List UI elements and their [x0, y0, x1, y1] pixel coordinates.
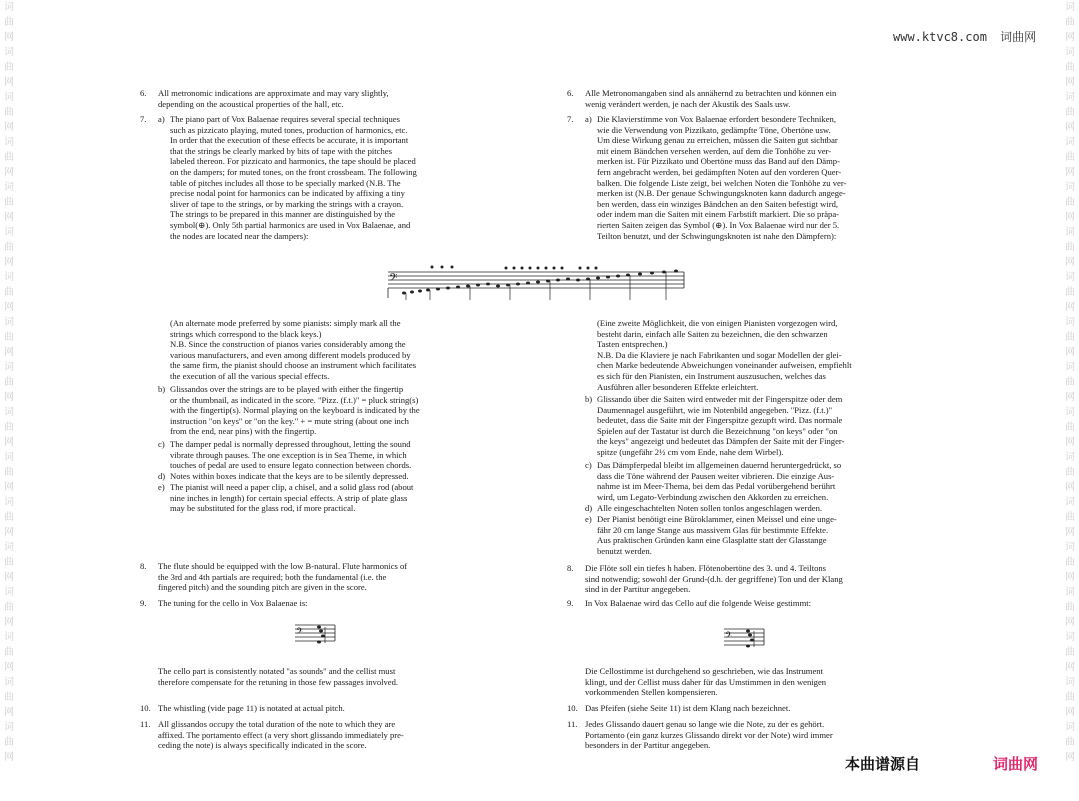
paragraph-text	[597, 503, 951, 514]
watermark-glyph: 曲	[1065, 287, 1075, 298]
text-line: the same firm, the pianist should choose an instrument which facilitates	[170, 360, 417, 371]
watermark-glyph: 曲	[4, 197, 14, 208]
site-url[interactable]	[893, 28, 1036, 45]
watermark-glyph: 网	[4, 482, 14, 493]
watermark-glyph: 词	[1065, 452, 1075, 463]
brand-logo[interactable]: 词曲网	[993, 755, 1039, 773]
text-line: Tasten entsprechen.)	[597, 339, 668, 350]
watermark-column-left	[1, 0, 17, 801]
watermark-glyph: 词	[1065, 677, 1075, 688]
text-line: (Eine zweite Möglichkeit, die von einigen Pianisten vorgezogen wird,	[597, 318, 838, 328]
text-line: fingered pitch) and the sounding pitch are given in the score.	[158, 582, 367, 593]
text-line: Glissando über die Saiten wird entweder mit der Fingerspitze oder dem	[597, 394, 843, 404]
text-line: Spielen auf der Tastatur ist durch die Bezeichnung "on keys" oder "on	[597, 425, 838, 436]
watermark-glyph: 网	[1065, 707, 1075, 718]
text-line: with the fingertip(s). Normal playing on the keyboard is indicated by the	[170, 405, 420, 416]
de-note-8	[567, 563, 951, 595]
note-number: 11.	[567, 719, 578, 729]
watermark-glyph: 词	[1065, 497, 1075, 508]
en-note-7c	[140, 439, 522, 471]
note-number: 7.	[567, 114, 574, 124]
watermark-glyph: 网	[4, 527, 14, 538]
text-line: Portamento (ein ganz kurzes Glissando direkt vor der Note) wird immer	[585, 729, 833, 740]
paragraph-text	[597, 394, 951, 458]
watermark-glyph: 曲	[1065, 602, 1075, 613]
text-line: nine inches in length) for certain special effects. A strip of plate glass	[170, 492, 408, 503]
watermark-glyph: 网	[4, 392, 14, 403]
piano-pitch-table-staff	[384, 258, 689, 304]
text-line: N.B. Da die Klaviere je nach Fabrikanten und sogar Modellen der glei-	[597, 349, 842, 360]
text-line: strings which correspond to the black keys.)	[170, 328, 322, 339]
watermark-glyph: 词	[1065, 542, 1075, 553]
watermark-glyph: 曲	[4, 647, 14, 658]
site-brand-text: 词曲网	[1000, 30, 1037, 44]
text-line: the keys" angezeigt und bedeutet das Dämpfen der Saite mit der Finger-	[597, 436, 845, 447]
text-line: The whistling (vide page 11) is notated at actual pitch.	[158, 703, 345, 713]
watermark-glyph: 曲	[1065, 152, 1075, 163]
watermark-glyph: 曲	[1065, 647, 1075, 658]
watermark-glyph: 网	[1065, 617, 1075, 628]
watermark-glyph: 词	[1065, 587, 1075, 598]
watermark-glyph: 网	[4, 257, 14, 268]
text-line: ceding the note) is always specifically indicated in the score.	[158, 740, 367, 751]
watermark-glyph: 曲	[1065, 467, 1075, 478]
text-line: vorkommenden Stellen kompensieren.	[585, 687, 718, 698]
watermark-glyph: 曲	[1065, 737, 1075, 748]
svg-text:𝄢: 𝄢	[389, 272, 398, 287]
note-number: 10.	[140, 703, 151, 713]
watermark-glyph: 词	[1065, 2, 1075, 13]
text-line: The flute should be equipped with the low B-natural. Flute harmonics of	[158, 561, 408, 571]
watermark-glyph: 曲	[1065, 377, 1075, 388]
en-note-7e	[140, 482, 522, 514]
note-letter: c)	[585, 460, 592, 470]
text-line: klingt, und der Cellist muss daher für das Umstimmen in den wenigen	[585, 676, 827, 687]
text-line: depending on the acoustical properties of the hall, etc.	[158, 98, 344, 109]
paragraph-text	[158, 561, 522, 593]
watermark-glyph: 网	[1065, 347, 1075, 358]
watermark-glyph: 网	[1065, 572, 1075, 583]
paragraph-text	[170, 482, 522, 514]
en-note-7b	[140, 384, 522, 437]
watermark-glyph: 词	[1065, 47, 1075, 58]
watermark-glyph: 词	[4, 272, 14, 283]
svg-text:𝄢: 𝄢	[296, 626, 304, 639]
text-line: The cello part is consistently notated "as sounds" and the cellist must	[158, 666, 396, 676]
watermark-glyph: 曲	[4, 17, 14, 28]
text-line: may be substituted for the glass rod, if more practical.	[170, 503, 356, 514]
watermark-glyph: 网	[1065, 212, 1075, 223]
watermark-glyph: 词	[4, 407, 14, 418]
text-line: instruction "on keys" or "on the key." + = mute string (about one inch	[170, 415, 409, 426]
note-number: 7.	[140, 114, 147, 124]
note-number: 8.	[140, 561, 147, 571]
text-line: merken ist (N.B. Der genaue Schwingungsknoten kann dadurch angege-	[597, 188, 846, 199]
watermark-glyph: 词	[4, 452, 14, 463]
watermark-glyph: 网	[1065, 752, 1075, 763]
watermark-glyph: 词	[1065, 632, 1075, 643]
text-line: Das Pfeifen (siehe Seite 11) ist dem Klang nach bezeichnet.	[585, 703, 791, 713]
watermark-glyph: 曲	[1065, 107, 1075, 118]
text-line: oder indem man die Saiten mit einem Farbstift markiert. Die so präpa-	[597, 209, 839, 220]
note-number: 9.	[140, 598, 147, 608]
paragraph-text	[170, 114, 522, 241]
text-line: All metronomic indications are approximate and may vary slightly,	[158, 88, 389, 98]
cello-tuning-staff-en	[293, 619, 337, 647]
watermark-glyph: 网	[4, 32, 14, 43]
text-line: nahme ist im Meer-Thema, bei dem das Pedal vorübergehend berührt	[597, 481, 836, 492]
watermark-glyph: 曲	[1065, 692, 1075, 703]
de-note-11	[567, 719, 951, 751]
watermark-glyph: 网	[1065, 77, 1075, 88]
text-line: bedeutet, dass die Saite mit der Fingerspitze gezupft wird. Das normale	[597, 415, 843, 426]
watermark-glyph: 网	[1065, 167, 1075, 178]
watermark-glyph: 网	[1065, 437, 1075, 448]
note-number: 6.	[567, 88, 574, 98]
cello-tuning-staff-de	[722, 623, 766, 651]
watermark-glyph: 网	[4, 662, 14, 673]
watermark-glyph: 词	[1065, 722, 1075, 733]
watermark-glyph: 曲	[4, 107, 14, 118]
text-line: mit einem Bändchen versehen werden, auf dem die Tonhöhe zu ver-	[597, 145, 832, 156]
watermark-glyph: 词	[4, 2, 14, 13]
watermark-glyph: 曲	[1065, 62, 1075, 73]
watermark-glyph: 词	[4, 47, 14, 58]
watermark-column-right	[1062, 0, 1078, 801]
watermark-glyph: 词	[1065, 227, 1075, 238]
de-note-7e	[567, 514, 951, 556]
watermark-glyph: 词	[1065, 407, 1075, 418]
text-line: The piano part of Vox Balaenae requires several special techniques	[170, 114, 400, 124]
text-line: touches of pedal are used to ensure legato connection between chords.	[170, 460, 412, 471]
watermark-glyph: 曲	[1065, 422, 1075, 433]
watermark-glyph: 网	[4, 437, 14, 448]
paragraph-text	[170, 471, 522, 482]
watermark-glyph: 网	[4, 122, 14, 133]
de-note-7d	[567, 503, 951, 514]
text-line: In Vox Balaenae wird das Cello auf die folgende Weise gestimmt:	[585, 598, 812, 608]
watermark-glyph: 曲	[4, 422, 14, 433]
watermark-glyph: 网	[4, 167, 14, 178]
note-letter: d)	[585, 503, 593, 513]
watermark-glyph: 词	[4, 542, 14, 553]
note-letter: c)	[158, 439, 165, 449]
de-note-7c	[567, 460, 951, 502]
watermark-glyph: 曲	[4, 242, 14, 253]
watermark-glyph: 词	[4, 92, 14, 103]
watermark-glyph: 词	[4, 497, 14, 508]
text-line: ben werden, dass ein winziges Bändchen an den Saiten befestigt wird,	[597, 198, 839, 209]
note-number: 8.	[567, 563, 574, 573]
text-line: Der Pianist benötigt eine Büroklammer, einen Meissel und eine unge-	[597, 514, 837, 524]
watermark-glyph: 网	[1065, 662, 1075, 673]
watermark-glyph: 曲	[4, 332, 14, 343]
text-line: spitze (ungefähr 2½ cm vom Ende, nahe dem Wirbel).	[597, 446, 784, 457]
note-number: 10.	[567, 703, 578, 713]
text-line: Das Dämpferpedal bleibt im allgemeinen dauernd heruntergedrückt, so	[597, 460, 842, 470]
en-note-8	[140, 561, 522, 593]
text-line: Jedes Glissando dauert genau so lange wie die Note, zu der es gehört.	[585, 719, 825, 729]
watermark-glyph: 网	[1065, 392, 1075, 403]
paragraph-text	[158, 598, 522, 609]
watermark-glyph: 词	[4, 362, 14, 373]
watermark-glyph: 词	[1065, 317, 1075, 328]
text-line: N.B. Since the construction of pianos varies considerably among the	[170, 339, 406, 350]
watermark-glyph: 曲	[4, 512, 14, 523]
watermark-glyph: 曲	[4, 377, 14, 388]
watermark-glyph: 曲	[1065, 197, 1075, 208]
text-line: wenig verändert werden, je nach der Akustik des Saals usw.	[585, 98, 791, 109]
watermark-glyph: 网	[4, 302, 14, 313]
de-note-6	[567, 88, 951, 109]
watermark-glyph: 词	[1065, 137, 1075, 148]
watermark-glyph: 网	[4, 617, 14, 628]
paragraph-text	[585, 598, 951, 609]
watermark-glyph: 曲	[1065, 512, 1075, 523]
text-line: fern angebracht werden, bei gedämpften Noten auf den vorderen Quer-	[597, 166, 842, 177]
watermark-glyph: 网	[1065, 482, 1075, 493]
watermark-glyph: 网	[4, 572, 14, 583]
text-line: sliver of tape to the strings, or by marking the strings with a crayon.	[170, 198, 404, 209]
text-line: Alle Metronomangaben sind als annähernd zu betrachten und können ein	[585, 88, 837, 98]
paragraph-text	[597, 114, 951, 241]
text-line: various manufacturers, and even among different models produced by	[170, 349, 411, 360]
en-note-6	[140, 88, 522, 109]
paragraph-text	[158, 703, 522, 714]
text-line: es sich für den Pianisten, ein Instrument auszusuchen, welches das	[597, 370, 826, 381]
paragraph-text	[585, 563, 951, 595]
text-line: Ausführen aller besonderen Effekte erleichtert.	[597, 381, 759, 392]
en-note-7a	[140, 114, 522, 241]
text-line: therefore compensate for the retuning in those few passages involved.	[158, 676, 399, 687]
text-line: table of pitches includes all those to be specially marked (N.B. The	[170, 177, 401, 188]
watermark-glyph: 网	[1065, 257, 1075, 268]
note-letter: d)	[158, 471, 166, 481]
watermark-glyph: 曲	[4, 152, 14, 163]
text-line: the execution of all the various special effects.	[170, 370, 330, 381]
de-note-9	[567, 598, 951, 609]
watermark-glyph: 词	[4, 227, 14, 238]
watermark-glyph: 曲	[1065, 557, 1075, 568]
text-line: vibrate through pauses. The one exception is in Sea Theme, in which	[170, 449, 407, 460]
text-line: The strings to be prepared in this manner are distinguished by the	[170, 209, 396, 220]
watermark-glyph: 曲	[4, 287, 14, 298]
watermark-glyph: 网	[4, 707, 14, 718]
en-note-9-continued	[140, 666, 522, 687]
watermark-glyph: 词	[4, 722, 14, 733]
watermark-glyph: 曲	[4, 557, 14, 568]
note-letter: b)	[158, 384, 166, 394]
text-line: Um diese Wirkung genau zu erreichen, müssen die Saiten gut sichtbar	[597, 135, 838, 146]
text-line: from the end, near pins) with the fingertip.	[170, 426, 317, 437]
source-label: 本曲谱源自	[845, 755, 921, 773]
paragraph-text	[597, 514, 951, 556]
text-line: In order that the execution of these effects be accurate, it is important	[170, 135, 409, 146]
site-url-text: www.ktvc8.com	[893, 30, 987, 44]
note-number: 11.	[140, 719, 151, 729]
text-line: sind notwendig; sowohl der Grund-(d.h. der gegriffene) Ton und der Klang	[585, 573, 843, 584]
text-line: The damper pedal is normally depressed throughout, letting the sound	[170, 439, 411, 449]
note-letter: e)	[158, 482, 165, 492]
paragraph-text	[170, 439, 522, 471]
text-line: Notes within boxes indicate that the keys are to be silently depressed.	[170, 471, 409, 481]
text-line: (An alternate mode preferred by some pianists: simply mark all the	[170, 318, 401, 328]
watermark-glyph: 词	[1065, 182, 1075, 193]
watermark-glyph: 词	[4, 587, 14, 598]
note-letter: e)	[585, 514, 592, 524]
en-note-10	[140, 703, 522, 714]
paragraph-text	[585, 88, 951, 109]
watermark-glyph: 曲	[1065, 332, 1075, 343]
watermark-glyph: 网	[4, 752, 14, 763]
text-line: Alle eingeschachtelten Noten sollen tonlos angeschlagen werden.	[597, 503, 823, 513]
text-line: that the strings be clearly marked by bits of tape with the pitches	[170, 145, 392, 156]
watermark-glyph: 网	[1065, 527, 1075, 538]
note-letter: a)	[585, 114, 592, 124]
text-line: Die Flöte soll ein tiefes h haben. Flötenobertöne des 3. und 4. Teiltons	[585, 563, 827, 573]
de-note-7a-continued	[567, 318, 951, 392]
watermark-glyph: 网	[4, 77, 14, 88]
note-letter: a)	[158, 114, 165, 124]
watermark-glyph: 曲	[1065, 242, 1075, 253]
text-line: the 3rd and 4th partials are required; both the fundamental (i.e. the	[158, 571, 387, 582]
watermark-glyph: 曲	[4, 692, 14, 703]
text-line: Teilton benutzt, und der Schwingungsknoten ist nahe den Dämpfern):	[597, 230, 837, 241]
watermark-glyph: 词	[1065, 272, 1075, 283]
text-line: Aus praktischen Gründen kann eine Glasplatte statt der Glasstange	[597, 535, 827, 546]
text-line: dass die Töne während der Pausen weiter vibrieren. Die einzige Aus-	[597, 470, 835, 481]
watermark-glyph: 网	[4, 212, 14, 223]
text-line: affixed. The portamento effect (a very short glissando immediately pre-	[158, 729, 404, 740]
text-line: precise nodal point for harmonics can be indicated by affixing a tiny	[170, 188, 405, 199]
de-note-7a	[567, 114, 951, 241]
text-line: merken ist. Für Pizzikato und Obertöne muss das Band auf den Dämp-	[597, 156, 840, 167]
text-line: Die Klavierstimme von Vox Balaenae erfordert besondere Techniken,	[597, 114, 836, 124]
text-line: Daumennagel ausgeführt, wie im Notenbild angegeben. "Pizz. (f.t.)"	[597, 404, 833, 415]
text-line: fähr 20 cm lange Stange aus massivem Glas für bestimmte Effekte.	[597, 524, 829, 535]
text-line: The tuning for the cello in Vox Balaenae is:	[158, 598, 308, 608]
watermark-glyph: 网	[1065, 302, 1075, 313]
text-line: or the thumbnail, as indicated in the score. "Pizz. (f.t.)" = pluck string(s)	[170, 394, 419, 405]
text-line: on the dampers; for muted tones, on the front crossbeam. The following	[170, 166, 417, 177]
text-line: such as pizzicato playing, muted tones, production of harmonics, etc.	[170, 124, 408, 135]
watermark-glyph: 曲	[4, 602, 14, 613]
watermark-glyph: 网	[1065, 122, 1075, 133]
watermark-glyph: 词	[4, 677, 14, 688]
text-line: besonders in der Partitur angegeben.	[585, 740, 711, 751]
note-number: 9.	[567, 598, 574, 608]
paragraph-text	[597, 460, 951, 502]
text-line: besteht darin, einfach alle Saiten zu bezeichnen, die den schwarzen	[597, 328, 828, 339]
paragraph-text	[158, 666, 522, 687]
svg-text:𝄢: 𝄢	[725, 630, 733, 643]
watermark-glyph: 词	[4, 632, 14, 643]
text-line: the nodes are located near the dampers):	[170, 230, 309, 241]
text-line: wird, um Legato-Verbindung zwischen den Akkorden zu erreichen.	[597, 491, 829, 502]
watermark-glyph: 曲	[4, 62, 14, 73]
watermark-glyph: 曲	[1065, 17, 1075, 28]
paragraph-text	[170, 384, 522, 437]
paragraph-text	[158, 88, 522, 109]
watermark-glyph: 网	[4, 347, 14, 358]
paragraph-text	[585, 703, 951, 714]
watermark-glyph: 词	[4, 317, 14, 328]
text-line: balken. Die folgende Liste zeigt, bei welchen Noten die Tonhöhe zu ver-	[597, 177, 847, 188]
paragraph-text	[597, 318, 951, 392]
text-line: benutzt werden.	[597, 545, 652, 556]
de-note-9-continued	[567, 666, 951, 698]
watermark-glyph: 词	[4, 182, 14, 193]
watermark-glyph: 曲	[4, 737, 14, 748]
paragraph-text	[585, 719, 951, 751]
watermark-glyph: 词	[4, 137, 14, 148]
en-note-11	[140, 719, 522, 751]
text-line: Die Cellostimme ist durchgehend so geschrieben, wie das Instrument	[585, 666, 823, 676]
text-line: symbol(⊕). Only 5th partial harmonics are used in Vox Balaenae, and	[170, 219, 411, 230]
note-letter: b)	[585, 394, 593, 404]
note-number: 6.	[140, 88, 147, 98]
en-note-7a-continued	[140, 318, 522, 382]
text-line: labeled thereon. For pizzicato and harmonics, the tape should be placed	[170, 156, 416, 167]
watermark-glyph: 曲	[4, 467, 14, 478]
paragraph-text	[170, 318, 522, 382]
de-note-10	[567, 703, 951, 714]
watermark-glyph: 网	[1065, 32, 1075, 43]
text-line: Glissandos over the strings are to be played with either the fingertip	[170, 384, 404, 394]
de-note-7b	[567, 394, 951, 458]
watermark-glyph: 词	[1065, 362, 1075, 373]
text-line: rierten Saiten zeigen das Symbol (⊕). In Vox Balaenae wird nur der 5.	[597, 219, 840, 230]
text-line: The pianist will need a paper clip, a chisel, and a solid glass rod (about	[170, 482, 414, 492]
text-line: All glissandos occupy the total duration of the note to which they are	[158, 719, 396, 729]
paragraph-text	[585, 666, 951, 698]
paragraph-text	[158, 719, 522, 751]
en-note-7d	[140, 471, 522, 482]
en-note-9	[140, 598, 522, 609]
text-line: chen Marke bedeutende Abweichungen voneinander aufweisen, empfiehlt	[597, 360, 852, 371]
text-line: wie die Verwendung von Pizzikato, gedämpfte Töne, Obertöne usw.	[597, 124, 831, 135]
text-line: sind in der Partitur angegeben.	[585, 584, 691, 595]
watermark-glyph: 词	[1065, 92, 1075, 103]
